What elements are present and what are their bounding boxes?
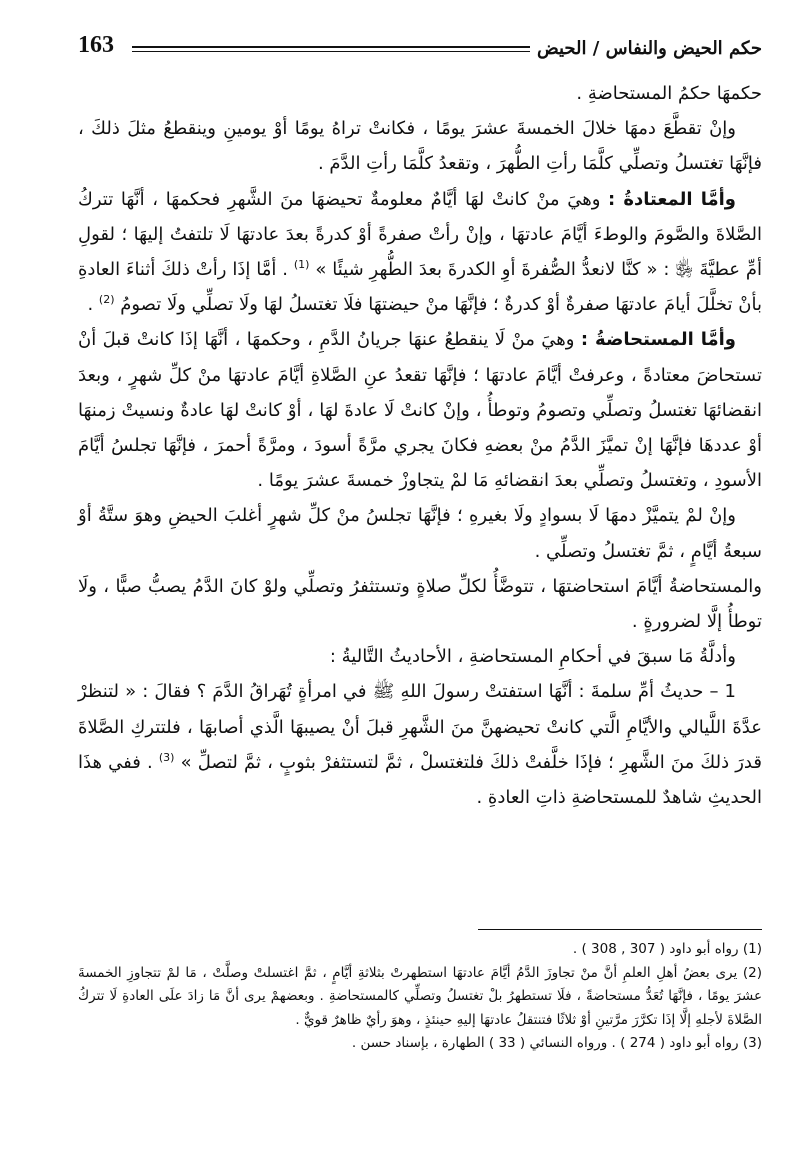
paragraph-8: [78, 674, 762, 815]
footnote-separator: [478, 929, 762, 930]
footnote-2: (2) يرى بعضُ أهلِ العلمِ أنَّ منْ تجاوزَ الدَّمُ أيَّامَ عادتهَا استطهرتْ بثلاثةِ أيَّامٍ ، ثمَّ اغتسلتْ وصلَّتْ ، مَا لمْ تتجاوزِ الخمسةَ عشرَ يومًا ، فإنَّهَا تُعَدُّ مستحاضةً ، فلَا تستطهرُ بلْ تغتسلُ وتصلِّي كالمستحاضةِ . وبعضهمْ يرى أنَّ مَا زادَ علَى العادةِ لَا تتركُ الصَّلاةَ لأجلهِ إلَّا إذَا تكرَّرَ مرَّتينِ أوْ ثلاثًا فتنتقلُ عادتهَا إليهِ حينئذٍ ، وهوَ رأيٌ ظاهرٌ قويٌّ .: [78, 964, 762, 1028]
paragraph-8-text-b: . ففي هذَا الحديثِ شاهدٌ للمستحاضةِ ذاتِ العادةِ .: [78, 751, 762, 809]
paragraph-3-text-c: .: [87, 294, 99, 316]
footnote-ref-3: (3): [158, 750, 175, 764]
main-text: [78, 76, 762, 815]
paragraph-1: حكمهَا حكمُ المستحاضةِ .: [576, 83, 762, 104]
paragraph-5: وإنْ لمْ يتميَّزْ دمهَا لَا بسوادٍ ولَا بغيرهِ ؛ فإنَّهَا تجلسُ منْ كلِّ شهرٍ أغلبَ الحيضِ وهوَ ستَّةُ أوْ سبعةُ أيَّامٍ ، ثمَّ تغتسلُ وتصلِّي .: [78, 505, 762, 562]
footnote-3: (3) رواه أبو داود ( 274 ) . ورواه النسائي ( 33 ) الطهارة ، بإسناد حسن .: [351, 1035, 762, 1051]
paragraph-2: وإنْ تقطَّعَ دمهَا خلالَ الخمسةَ عشرَ يومًا ، فكانتْ تراهُ يومًا أوْ يومينِ وينقطعُ مثلَ ذلكَ ، فإنَّهَا تغتسلُ وتصلِّي كلَّمَا رأتِ الطُّهرَ ، وتقعدُ كلَّمَا رأتِ الدَّمَ .: [78, 118, 762, 175]
footnote-ref-1: (1): [293, 258, 310, 272]
paragraph-3-text-b: . أمَّا إذَا رأتْ ذلكَ أثناءَ العادةِ بأنْ تخلَّلَ أيامَ عادتهَا صفرةٌ أوْ كدرةٌ ؛ فإنَّهَا منْ حيضتهَا فلَا تغتسلُ لهَا ولَا تصلِّي ولَا تصومُ: [78, 259, 762, 316]
page-number: 163: [78, 32, 114, 58]
footnote-ref-2: (2): [98, 293, 115, 307]
paragraph-7: وأدلَّةُ مَا سبقَ في أحكامِ المستحاضةِ ، الأحاديثُ التَّاليةُ :: [329, 646, 736, 668]
paragraph-6: والمستحاضةُ أيَّامَ استحاضتهَا ، تتوضَّأُ لكلِّ صلاةٍ وتستثفرُ وتصلِّي ولوْ كانَ الدَّمُ يصبُّ صبًّا ، ولَا توطأُ إلَّا لضرورةٍ .: [78, 575, 762, 633]
running-title: حكم الحيض والنفاس / الحيض: [536, 38, 762, 59]
paragraph-4: [78, 322, 762, 498]
header-double-rule: [132, 46, 530, 52]
paragraph-8-text-a: 1 – حديثُ أمِّ سلمةَ : أنَّهَا استفتتْ رسولَ اللهِ ﷺ في امرأةٍ تُهَراقُ الدَّمَ ؟ فقالَ : « لتنظرْ عدَّةَ اللَّيالي والأيَّامِ الَّتي كانتْ تحيضهنَّ منَ الشَّهرِ قبلَ أنْ يصيبهَا الَّذي أصابهَا ، فلتتركِ الصَّلاةَ قدرَ ذلكَ منَ الشَّهرِ ؛ فإذَا خلَّفتْ ذلكَ فلتغتسلْ ، ثمَّ لتستثفرْ بثوبٍ ، ثمَّ لتصلِّ »: [78, 681, 762, 773]
footnotes: [78, 938, 762, 1056]
term-heading-istihada: وأمَّا المستحاضةُ :: [580, 329, 736, 351]
term-heading-regular: وأمَّا المعتادةُ :: [608, 188, 736, 210]
paragraph-3: [78, 182, 762, 323]
paragraph-3-text-a: وهيَ منْ كانتْ لهَا أيَّامٌ معلومةٌ تحيضهَا منَ الشَّهرِ فحكمهَا ، أنَّهَا تتركُ الصَّلاةَ والصَّومَ والوطءَ أيَّامَ عادتهَا ، وإنْ رأتْ صفرةً أوْ كدرةً بعدَ عادتهَا لَا تلتفتُ إليهَا ؛ لقولِ أمِّ عطيَّةَ ﵂ : « كنَّا لانعدُّ الصُّفرةَ أوِ الكدرةَ بعدَ الطُّهرِ شيئًا »: [78, 188, 762, 281]
paragraph-4-text: وهيَ منْ لَا ينقطعُ عنهَا جريانُ الدَّمِ ، وحكمهَا ، أنَّهَا إذَا كانتْ قبلَ أنْ تستحاضَ معتادةً ، وعرفتْ أيَّامَ عادتهَا ؛ فإنَّهَا تقعدُ عنِ الصَّلاةِ أيَّامَ عادتهَا منْ كلِّ شهرٍ ، وبعدَ انقضائهَا تغتسلُ وتصلِّي وتصومُ وتوطأُ ، وإنْ كانتْ لَا عادةَ لهَا ، أوْ كانتْ لهَا عادةٌ ونسيتْ زمنهَا أوْ عددهَا فإنَّهَا إنْ تميَّزَ الدَّمُ منْ بعضهِ فكانَ يجري مرَّةً أسودَ ، ومرَّةً أحمرَ ، فإنَّهَا تجلسُ أيَّامَ الأسودِ ، وتغتسلُ وتصلِّي بعدَ انقضائهِ مَا لمْ يتجاوزْ خمسةَ عشرَ يومًا .: [78, 329, 762, 492]
footnote-1: (1) رواه أبو داود ( 307 , 308 ) .: [572, 941, 762, 957]
page-header: [78, 30, 762, 70]
